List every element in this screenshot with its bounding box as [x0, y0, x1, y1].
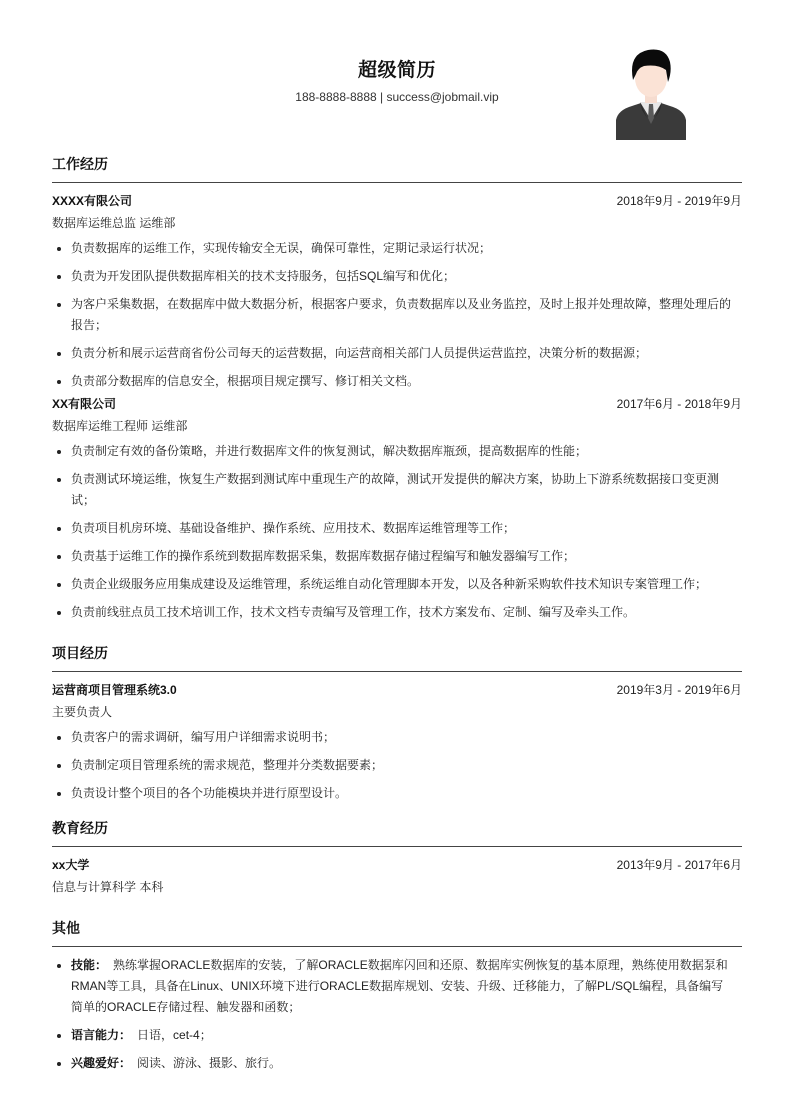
hobbies-item — [52, 1053, 742, 1074]
resume-header — [52, 0, 742, 140]
school-name: xx大学 — [52, 857, 90, 872]
language-label: 语言能力： — [71, 1028, 132, 1042]
responsibility-list — [52, 727, 742, 804]
work-entry — [52, 391, 742, 623]
skills-text: 熟练掌握ORACLE数据库的安装，了解ORACLE数据库闪回和还原、数据库实例恢复的基本原理，熟练使用数据泵和RMAN等工具，具备在Linux、UNIX环境下进行ORACLE数据库规划、安装、升级、迁移能力，了解PL/SQL编程，具备编写简单的ORACLE存储过程、触发器和函数； — [71, 958, 728, 1014]
project-experience-section — [52, 643, 742, 804]
list-item: 负责设计整个项目的各个功能模块并进行原型设计。 — [52, 783, 742, 804]
list-item: 负责客户的需求调研，编写用户详细需求说明书； — [52, 727, 742, 748]
list-item: 负责基于运维工作的操作系统到数据库数据采集，数据库数据存储过程编写和触发器编写工作； — [52, 546, 742, 567]
responsibility-list — [52, 441, 742, 623]
work-entry — [52, 188, 742, 392]
project-role: 主要负责人 — [52, 705, 113, 719]
list-item: 负责测试环境运维，恢复生产数据到测试库中重现生产的故障，测试开发提供的解决方案，协助上下游系统数据接口变更测试； — [52, 469, 742, 511]
hobbies-label: 兴趣爱好： — [71, 1056, 132, 1070]
date-range: 2019年3月 - 2019年6月 — [616, 682, 742, 697]
skills-label: 技能： — [71, 958, 108, 972]
work-experience-section — [52, 154, 742, 623]
hobbies-text: 阅读、游泳、摄影、旅行。 — [137, 1056, 282, 1070]
company-name: XXXX有限公司 — [52, 193, 133, 208]
language-item — [52, 1025, 742, 1046]
skills-item — [52, 955, 742, 1018]
section-title-projects: 项目经历 — [52, 643, 742, 672]
education-entry — [52, 852, 742, 898]
section-title-education: 教育经历 — [52, 818, 742, 847]
list-item: 负责前线驻点员工技术培训工作，技术文档专责编写及管理工作，技术方案发布、定制、编写及牵头工作。 — [52, 602, 742, 623]
job-role: 数据库运维工程师 运维部 — [52, 419, 188, 433]
date-range: 2013年9月 - 2017年6月 — [616, 857, 742, 872]
project-entry — [52, 677, 742, 804]
other-list — [52, 955, 742, 1074]
education-section — [52, 818, 742, 898]
language-text: 日语，cet-4； — [137, 1028, 212, 1042]
list-item: 负责项目机房环境、基础设备维护、操作系统、应用技术、数据库运维管理等工作； — [52, 518, 742, 539]
responsibility-list — [52, 238, 742, 392]
list-item: 负责分析和展示运营商省份公司每天的运营数据，向运营商相关部门人员提供运营监控，决策分析的数据源； — [52, 343, 742, 364]
company-name: XX有限公司 — [52, 396, 117, 411]
list-item: 负责为开发团队提供数据库相关的技术支持服务，包括SQL编写和优化； — [52, 266, 742, 287]
list-item: 负责制定有效的备份策略，并进行数据库文件的恢复测试，解决数据库瓶颈，提高数据库的性能； — [52, 441, 742, 462]
person-avatar-icon — [614, 40, 688, 140]
list-item: 负责数据库的运维工作，实现传输安全无误，确保可靠性，定期记录运行状况； — [52, 238, 742, 259]
section-title-work: 工作经历 — [52, 154, 742, 183]
list-item: 为客户采集数据，在数据库中做大数据分析，根据客户要求，负责数据库以及业务监控，及时上报并处理故障，整理处理后的报告； — [52, 294, 742, 336]
job-role: 数据库运维总监 运维部 — [52, 216, 176, 230]
list-item: 负责企业级服务应用集成建设及运维管理，系统运维自动化管理脚本开发，以及各种新采购软件技术知识专案管理工作； — [52, 574, 742, 595]
list-item: 负责部分数据库的信息安全，根据项目规定撰写、修订相关文档。 — [52, 371, 742, 392]
section-title-other: 其他 — [52, 918, 742, 947]
contact-info: 188-8888-8888 | success@jobmail.vip — [295, 90, 499, 104]
date-range: 2018年9月 - 2019年9月 — [616, 193, 742, 208]
candidate-name: 超级简历 — [357, 60, 436, 81]
date-range: 2017年6月 - 2018年9月 — [616, 396, 742, 411]
major-degree: 信息与计算科学 本科 — [52, 880, 164, 894]
list-item: 负责制定项目管理系统的需求规范，整理并分类数据要素； — [52, 755, 742, 776]
other-section — [52, 918, 742, 1074]
project-name: 运营商项目管理系统3.0 — [52, 682, 177, 697]
